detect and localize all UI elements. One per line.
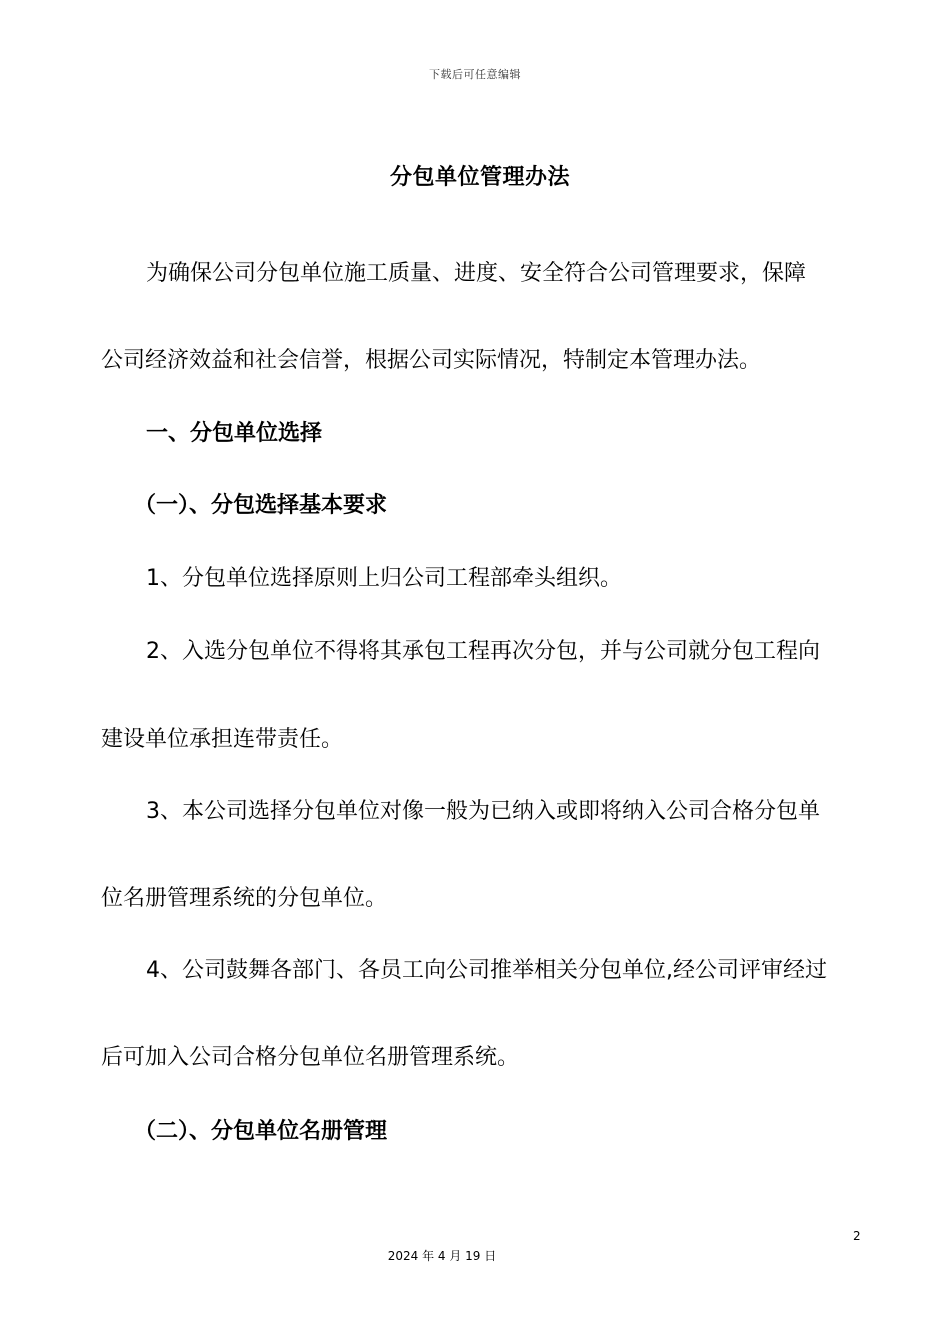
header-note: 下载后可任意编辑 — [429, 68, 521, 81]
subsection-2-heading: （二）、分包单位名册管理 — [134, 1119, 388, 1144]
footer-date: 2024 年 4 月 19 日 — [387, 1249, 497, 1263]
subsection-1-heading: （一）、分包选择基本要求 — [134, 493, 388, 518]
list-item-3-line-1: 3、本公司选择分包单位对像一般为已纳入或即将纳入公司合格分包单 — [146, 799, 820, 824]
section-1-heading: 一、分包单位选择 — [146, 421, 323, 446]
document-title: 分包单位管理办法 — [389, 165, 570, 190]
intro-paragraph-line-1: 为确保公司分包单位施工质量、进度、安全符合公司管理要求，保障 — [146, 261, 807, 286]
list-item-3-line-2: 位名册管理系统的分包单位。 — [101, 886, 388, 911]
intro-paragraph-line-2: 公司经济效益和社会信誉，根据公司实际情况，特制定本管理办法。 — [101, 348, 762, 373]
list-item-2-line-1: 2、入选分包单位不得将其承包工程再次分包，并与公司就分包工程向 — [146, 639, 820, 664]
list-item-4-line-2: 后可加入公司合格分包单位名册管理系统。 — [101, 1045, 520, 1070]
page-number: 2 — [853, 1229, 861, 1243]
list-item-4-line-1: 4、公司鼓舞各部门、各员工向公司推举相关分包单位,经公司评审经过 — [146, 958, 827, 983]
list-item-1: 1、分包单位选择原则上归公司工程部牵头组织。 — [146, 566, 622, 591]
list-item-2-line-2: 建设单位承担连带责任。 — [101, 727, 344, 752]
